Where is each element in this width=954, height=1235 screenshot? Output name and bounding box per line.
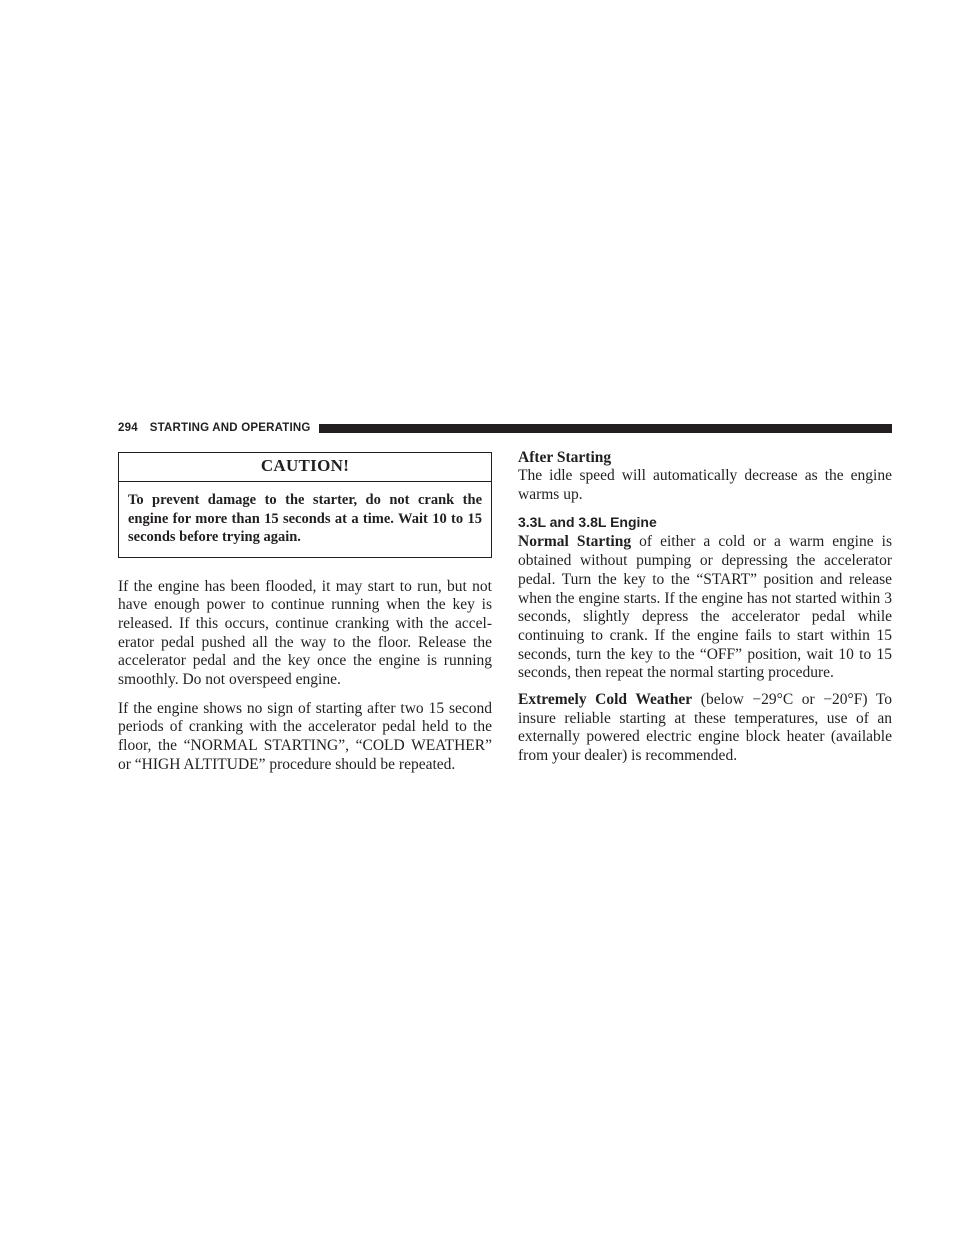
caution-box [118, 452, 492, 558]
engine-heading: 3.3L and 3.8L Engine [518, 514, 657, 531]
normal-starting-paragraph [518, 533, 892, 683]
left-column [118, 452, 492, 775]
cold-weather-text: (below −29°C or −20°F) To insure reliable starting at these temperatures, use of an externally powered electric engine block heater (available from your dealer) is recommended. [518, 691, 892, 765]
caution-text: To prevent damage to the starter, do not crank the engine for more than 15 seconds at a time. Wait 10 to 15 seconds before trying again. [128, 492, 482, 545]
cold-weather-label: Extremely Cold Weather [518, 691, 693, 709]
no-start-paragraph: If the engine shows no sign of starting after two 15 second periods of cranking with the accelerator pedal held to the floor, the “NORMAL STARTING”, “COLD WEATHER” or “HIGH ALTITUDE” procedure should be repeated. [118, 699, 492, 773]
flooded-engine-paragraph: If the engine has been flooded, it may start to run, but not have enough power to continue running when the key is released. If this occurs, continue cranking with the accel-erator pedal pushed all the way to the floor. Release the accelerator pedal and the key once the engine is running smoothly. Do not overspeed engine. [118, 577, 492, 689]
section-title: STARTING AND OPERATING [149, 422, 311, 434]
cold-weather-paragraph [518, 691, 892, 766]
right-column [518, 448, 892, 766]
page-header [118, 420, 892, 436]
after-starting-heading: After Starting [518, 449, 612, 466]
normal-starting-label: Normal Starting [518, 533, 632, 551]
caution-title: CAUTION! [119, 453, 491, 482]
after-starting-paragraph: The idle speed will automatically decrease as the engine warms up. [518, 467, 892, 503]
normal-starting-text: of either a cold or a warm engine is obtained without pumping or depressing the accelerator pedal. Turn the key to the “START” position and release when the engine starts. If the engine has not started within 3 seconds, slightly depress the accelerator pedal while continuing to crank. If the engine fails to start within 15 seconds, turn the key to the “OFF” position, wait 10 to 15 seconds, then repeat the normal starting procedure. [518, 533, 892, 682]
header-rule [319, 424, 892, 433]
page-number: 294 [118, 422, 138, 434]
